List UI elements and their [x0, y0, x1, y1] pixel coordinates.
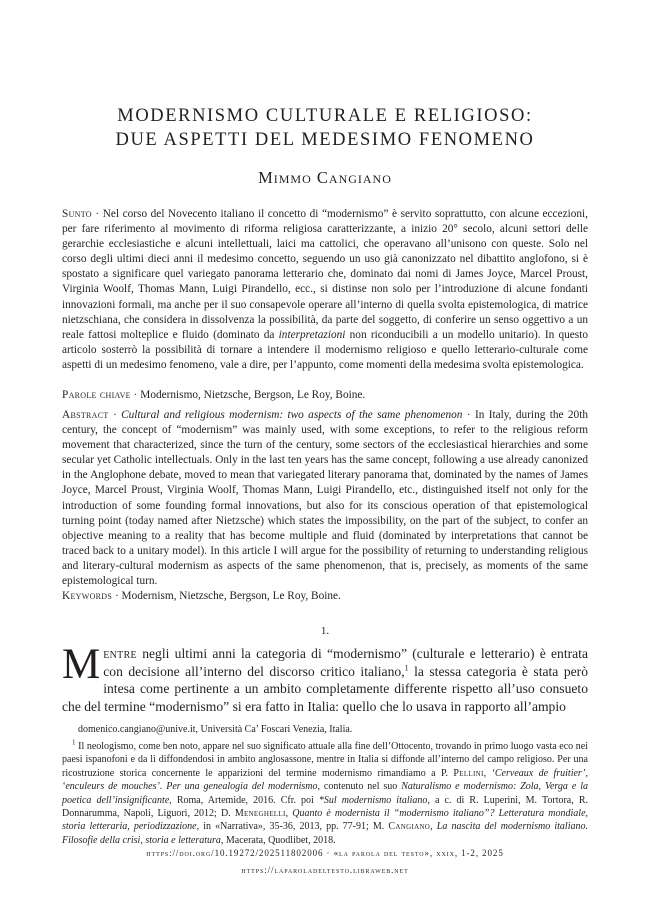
footnote-text: , contenuto nel suo: [317, 781, 402, 793]
keywords-english: [62, 589, 588, 604]
footnote-work-title: Quanto è modernista il “modernismo italiano”? Letteratura mondiale, storia letteraria, periodizzazione: [62, 808, 589, 833]
abstract-separator: ·: [108, 409, 122, 421]
footnote-work-title: La nascita del modernismo italiano. Filosofie della crisi, storia e letteratura: [62, 821, 588, 846]
footnote-text: , Macerata, Quodlibet, 2018.: [220, 834, 336, 846]
sunto-separator: ·: [91, 208, 103, 220]
sunto-paragraph: [62, 207, 588, 373]
keywords-italian-label: Parole chiave: [62, 389, 131, 401]
keywords-english-text: Modernism, Nietzsche, Bergson, Le Roy, Boine.: [121, 590, 341, 602]
footnote-text: ,: [285, 808, 293, 820]
body-text-part-1: negli ultimi anni la categoria di “modernismo” (culturale e letterario) è entrata con decisione all’interno del discorso critico italiano,: [103, 646, 588, 679]
author-name: Mimmo Cangiano: [258, 168, 392, 187]
footnote-reference[interactable]: 1: [404, 663, 409, 673]
footnote-author-name: Meneghelli: [234, 808, 286, 820]
footnote-1-number: 1: [72, 738, 76, 747]
drop-cap: M: [62, 641, 101, 688]
article-title-line-2: DUE ASPETTI DEL MEDESIMO FENOMENO: [115, 130, 535, 150]
abstract-separator-2: ·: [462, 409, 475, 421]
abstract-label: Abstract: [62, 409, 109, 421]
footnote-text: , a c. di R. Luperini, M. Tortora, R. Donnarumma, Napoli, Liguori, 2012; D.: [62, 794, 588, 820]
author-affiliation: domenico.cangiano@unive.it, Università Ca’ Foscari Venezia, Italia.: [78, 724, 353, 735]
keywords-italian-text: Modernismo, Nietzsche, Bergson, Le Roy, Boine.: [140, 389, 366, 401]
keywords-italian: [62, 388, 588, 403]
body-text-part-2: la stessa categoria è stata però intesa come pertinente a un ambito completamente differente rispetto all’uso consueto che del termine “modernismo” si era fatto in Italia: quello che lo usava in rapporto all’ampio: [62, 663, 588, 714]
sunto-text-part-1: Nel corso del Novecento italiano il concetto di “modernismo” è servito soprattutto, con alcune eccezioni, per fare riferimento al movimento di riforma religiosa caratterizzante, a inizio 20° secolo, alcuni settori delle gerarchie ecclesiastiche e alcuni intellettuali, laici ma cattolici, che operavano all’unisono con queste. Solo nel corso degli ultimi dieci anni il medesimo concetto, seguendo un uso già canonizzato nel dibattito anglofono, si è spostato a significare quel variegato panorama letterario che, dominato dai nomi di James Joyce, Marcel Proust, Virginia Woolf, Thomas Mann, Luigi Pirandello, ecc., si distinse non solo per l’introduzione di alcune fondanti innovazioni formali, ma anche per il suo consapevole operare all’interno di quella svolta epistemologica, di matrice nietzschiana, che considera in dissolvenza la possibilità, da parte del soggetto, di conferire un senso oggettivo a un reale fattosi molteplice e fluido (dominato da: [62, 208, 588, 341]
sunto-italic-word: interpretazioni: [278, 328, 346, 341]
footnote-work-title: *Sul modernismo italiano: [318, 794, 428, 806]
footnote-text: ,: [430, 821, 437, 833]
sunto-text-part-2: non riconducibili a un modello unitario). In questo articolo sosterrò la possibilità di tornare a intendere il modernismo religioso e quello letterario-culturale come aspetti di un medesimo fenomeno, vale a dire, per l’appunto, come momenti della medesima svolta epistemologica.: [62, 328, 588, 371]
footnote-text: Il neologismo, come ben noto, appare nel suo significato attuale alla fine dell’Ottocento, trovando in primo luogo vasta eco nei paesi ispanofoni e da lì diffondendosi in ambito anglosassone, mentre in Italia si diffonde all’interno del campo religioso. Per una ricostruzione storica concernente le apparizioni del termine modernismo rimandiamo a P.: [62, 741, 588, 779]
abstract-paragraph: [62, 408, 588, 589]
keywords-english-label: Keywords: [62, 590, 113, 602]
sunto-label: Sunto: [62, 208, 92, 220]
keywords-english-separator: ·: [112, 590, 122, 602]
footnote-text: , in «Narrativa», 35-36, 2013, pp. 77-91; M.: [196, 821, 389, 833]
abstract-text: In Italy, during the 20th century, the concept of “modernism” was mainly used, with some exceptions, to refer to the religious reform movement that characterized, since the turn of the century, some sectors of the ecclesiastical hierarchies and some secular yet Catholic intellectuals. Only in the last ten years has the same concept, following a use already canonized in the Anglophone debate, moved to mean that variegated literary panorama that, dominated by the names of James Joyce, Marcel Proust, Virginia Woolf, Thomas Mann, Luigi Pirandello, etc., distinguished itself not only for the introduction of some founding formal innovations, but also for its conscious operation of that epistemological turning point (today named after Nietzsche) which states the impossibility, on the part of the subject, to confer an objective meaning to a reality that has become multiple and fluid (dominated by interpretations that cannot be traced back to a unitary model). In this article I will argue for the possibility of returning to understanding religious and literary-cultural modernism as aspects of the same phenomenon, that is, precisely, as moments of the same epistemological turn.: [62, 409, 588, 588]
footnote-1: [62, 740, 588, 847]
abstract-title: Cultural and religious modernism: two aspects of the same phenomenon: [121, 409, 463, 421]
footnote-work-title: Naturalismo e modernismo: Zola, Verga e la poetica dell’insignificante: [62, 781, 588, 806]
article-title-line-1: MODERNISMO CULTURALE E RELIGIOSO:: [117, 106, 533, 126]
first-word-small-caps: entre: [103, 646, 137, 661]
footer-website-link[interactable]: https://laparoladeltesto.libraweb.net: [241, 865, 409, 875]
footnote-text: ,: [483, 767, 492, 779]
footer-doi-line[interactable]: https://doi.org/10.19272/202511802006 · «la parola del testo», xxix, 1-2, 2025: [146, 848, 504, 858]
keywords-italian-separator: ·: [130, 389, 141, 401]
footnote-text: , Roma, Artemide, 2016. Cfr. poi: [169, 794, 319, 806]
footnote-work-title: ‘Cerveaux de fruitier’, ‘enculeurs de mouches’. Per una genealogia del modernismo: [62, 767, 588, 793]
footnote-author-name: Pellini: [453, 767, 484, 779]
footnote-author-name: Cangiano: [388, 821, 431, 833]
body-paragraph: [62, 641, 588, 715]
section-number: 1.: [320, 625, 330, 637]
